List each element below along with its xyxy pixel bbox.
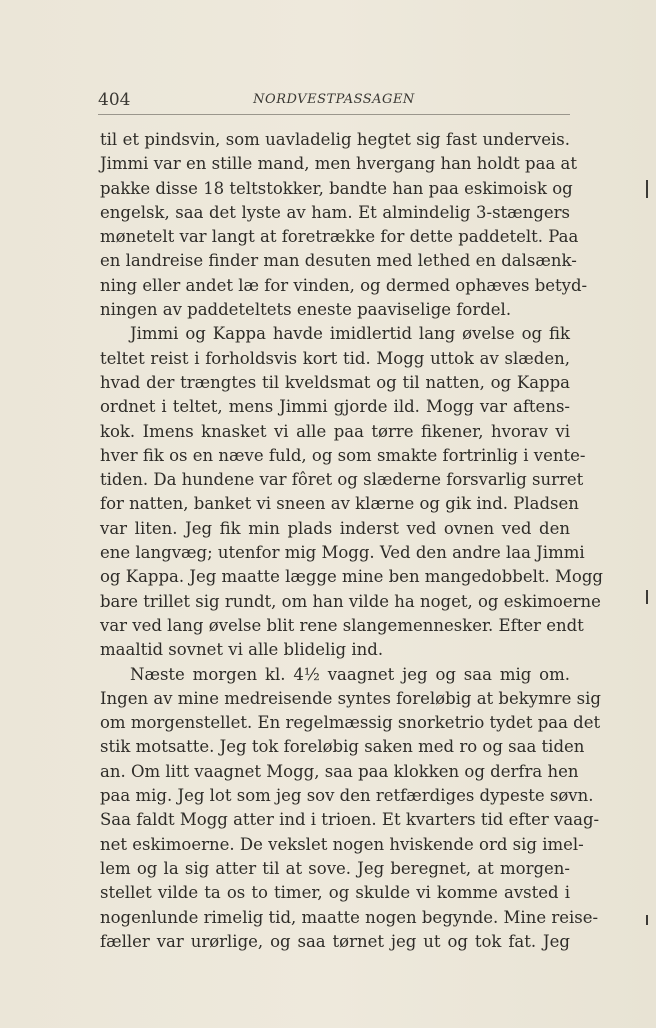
running-title: NORDVESTPASSAGEN — [253, 92, 415, 107]
text-line: var liten. Jeg fik min plads inderst ved ovnen ved den — [100, 518, 570, 538]
text-line: maaltid sovnet vi alle blidelig ind. — [100, 640, 384, 660]
text-line: mønetelt var langt at foretrække for dette paddetelt. Paa — [100, 227, 579, 247]
text-line: hvad der trængtes til kveldsmat og til natten, og Kappa — [100, 372, 570, 392]
text-line: stik motsatte. Jeg tok foreløbig saken med ro og saa tiden — [100, 737, 585, 757]
text-line: lem og la sig atter til at sove. Jeg beregnet, at morgen- — [100, 858, 570, 878]
text-line: teltet reist i forholdsvis kort tid. Mogg uttok av slæden, — [100, 348, 570, 368]
scan-edge-mark — [646, 915, 648, 925]
text-line: net eskimoerne. De vekslet nogen hviskende ord sig imel- — [100, 834, 584, 854]
text-line: Saa faldt Mogg atter ind i trioen. Et kvarters tid efter vaag- — [100, 810, 600, 830]
text-line: og Kappa. Jeg maatte lægge mine ben mangedobbelt. Mogg — [100, 567, 603, 587]
text-line: Jimmi var en stille mand, men hvergang han holdt paa at — [100, 154, 578, 174]
text-line: ning eller andet læ for vinden, og dermed ophæves betyd- — [100, 275, 588, 295]
text-line: fæller var urørlige, og saa tørnet jeg ut og tok fat. Jeg — [100, 931, 570, 951]
text-line: ningen av paddeteltets eneste paaviselige fordel. — [100, 300, 512, 320]
text-line: engelsk, saa det lyste av ham. Et almindelig 3-stængers — [100, 202, 570, 222]
text-line: en landreise finder man desuten med lethed en dalsænk- — [100, 251, 577, 271]
text-line: Ingen av mine medreisende syntes foreløbig at bekymre sig — [100, 688, 601, 708]
page-header — [98, 90, 570, 115]
text-line: kok. Imens knasket vi alle paa tørre fikener, hvorav vi — [100, 421, 570, 441]
text-line: nogenlunde rimelig tid, maatte nogen begynde. Mine reise- — [100, 907, 599, 927]
text-line: an. Om litt vaagnet Mogg, saa paa klokken og derfra hen — [100, 761, 579, 781]
text-line: var ved lang øvelse blit rene slangemennesker. Efter endt — [100, 615, 584, 635]
page-number: 404 — [98, 90, 131, 110]
text-line: hver fik os en næve fuld, og som smakte fortrinlig i vente- — [100, 445, 586, 465]
text-line: for natten, banket vi sneen av klærne og gik ind. Pladsen — [100, 494, 579, 514]
text-line: ene langvæg; utenfor mig Mogg. Ved den andre laa Jimmi — [100, 543, 585, 563]
text-line: ordnet i teltet, mens Jimmi gjorde ild. Mogg var aftens- — [100, 397, 570, 417]
text-line: Jimmi og Kappa havde imidlertid lang øvelse og fik — [130, 324, 570, 344]
body-text — [100, 128, 603, 954]
text-line: Næste morgen kl. 4½ vaagnet jeg og saa mig om. — [130, 664, 570, 684]
text-line: pakke disse 18 teltstokker, bandte han paa eskimoisk og — [100, 178, 573, 198]
text-line: bare trillet sig rundt, om han vilde ha noget, og eskimoerne — [100, 591, 601, 611]
text-line: om morgenstellet. En regelmæssig snorketrio tydet paa det — [100, 713, 601, 733]
text-line: tiden. Da hundene var fôret og slæderne forsvarlig surret — [100, 470, 584, 490]
scan-edge-mark — [646, 590, 648, 604]
text-line: til et pindsvin, som uavladelig hegtet sig fast underveis. — [100, 130, 570, 149]
text-line: stellet vilde ta os to timer, og skulde vi komme avsted i — [100, 883, 570, 903]
scan-edge-mark — [646, 180, 648, 198]
text-line: paa mig. Jeg lot som jeg sov den retfærdiges dypeste søvn. — [100, 786, 594, 806]
